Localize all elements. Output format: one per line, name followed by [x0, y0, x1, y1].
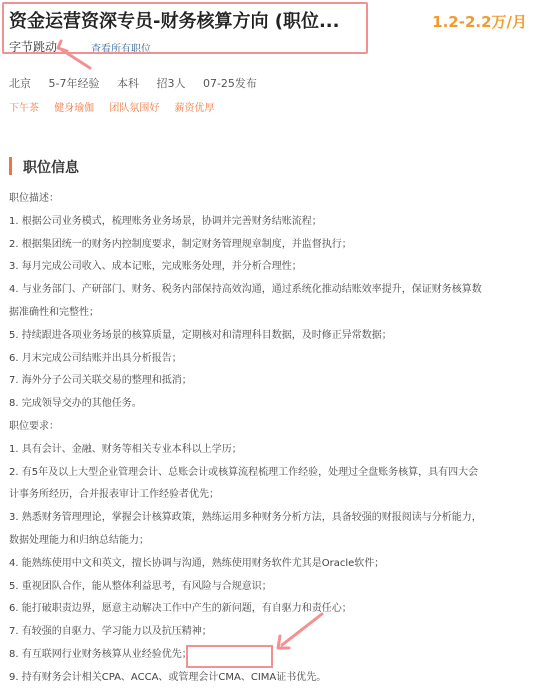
- requirement-line: 9. 持有财务会计相关CPA、ACCA、或管理会计CMA、CIMA证书优先。: [9, 671, 327, 683]
- company-name[interactable]: 字节跳动: [9, 40, 58, 54]
- view-all-jobs-link[interactable]: 查看所有职位: [91, 44, 151, 55]
- requirement-line: 4. 能熟练使用中文和英文，擅长协调与沟通，熟练使用财务软件尤其是Oracle软件；: [9, 557, 385, 569]
- benefit-tag: 下午茶: [9, 103, 39, 114]
- requirement-line: 计事务所经历，合并报表审计工作经验者优先；: [9, 489, 219, 501]
- meta-headcount: 招3人: [156, 77, 186, 90]
- benefit-tag: 健身瑜伽: [54, 103, 95, 114]
- requirement-line: 数据处理能力和归纳总结能力；: [9, 534, 149, 546]
- arrow-icon: [58, 41, 90, 68]
- requirement-line: 7. 有较强的自驱力、学习能力以及抗压精神；: [9, 626, 212, 638]
- meta-experience: 5-7年经验: [48, 77, 100, 90]
- meta-education: 本科: [116, 77, 139, 90]
- duty-line: 4. 与业务部门、产研部门、财务、税务内部保持高效沟通，通过系统化推动结账效率提升，保证财务核算数: [9, 284, 482, 296]
- benefit-tag: 团队氛围好: [109, 103, 160, 114]
- meta-published: 07-25发布: [202, 77, 257, 90]
- salary: 1.2-2.2万/月: [432, 13, 527, 31]
- duty-line: 7. 海外分子公司关联交易的整理和抵消；: [9, 375, 192, 387]
- requirement-line: 6. 能打破职责边界，愿意主动解决工作中产生的新问题，有自驱力和责任心；: [9, 603, 352, 615]
- duty-line: 6. 月末完成公司结账并出具分析报告；: [9, 352, 182, 364]
- duty-line: 5. 持续跟进各项业务场景的核算质量，定期核对和清理科目数据，及时修正异常数据；: [9, 329, 392, 341]
- meta-location: 北京: [9, 77, 31, 90]
- duties-heading: 职位描述：: [9, 193, 59, 204]
- requirement-line: 8. 有互联网行业财务核算从业经验优先；: [9, 648, 192, 660]
- requirements-heading: 职位要求：: [9, 420, 59, 432]
- job-title: 资金运营资深专员-财务核算方向 (职位...: [9, 11, 340, 32]
- requirement-line: 1. 具有会计、金融、财务等相关专业本科以上学历；: [9, 443, 242, 455]
- duty-line: 1. 根据公司业务模式，梳理账务业务场景，协调并完善财务结账流程；: [9, 215, 322, 227]
- duty-line: 2. 根据集团统一的财务内控制度要求，制定财务管理规章制度，并监督执行；: [9, 238, 352, 250]
- arrow-icon: [278, 614, 322, 648]
- duty-line: 3. 每月完成公司收入、成本记账，完成账务处理，并分析合理性；: [9, 261, 302, 273]
- duty-line: 8. 完成领导交办的其他任务。: [9, 398, 142, 410]
- requirement-line: 3. 熟悉财务管理理论，掌握会计核算政策，熟练运用多种财务分析方法，具备较强的财报阅读与分析能力，: [9, 512, 482, 524]
- requirement-line: 2. 有5年及以上大型企业管理会计、总账会计或核算流程梳理工作经验，处理过全盘账务核算，具有四大会: [9, 466, 479, 478]
- requirement-line: 5. 重视团队合作，能从整体利益思考，有风险与合规意识；: [9, 580, 272, 592]
- duty-line: 据准确性和完整性；: [9, 306, 99, 318]
- section-title: 职位信息: [23, 160, 79, 176]
- benefit-tag: 薪资优厚: [174, 103, 215, 114]
